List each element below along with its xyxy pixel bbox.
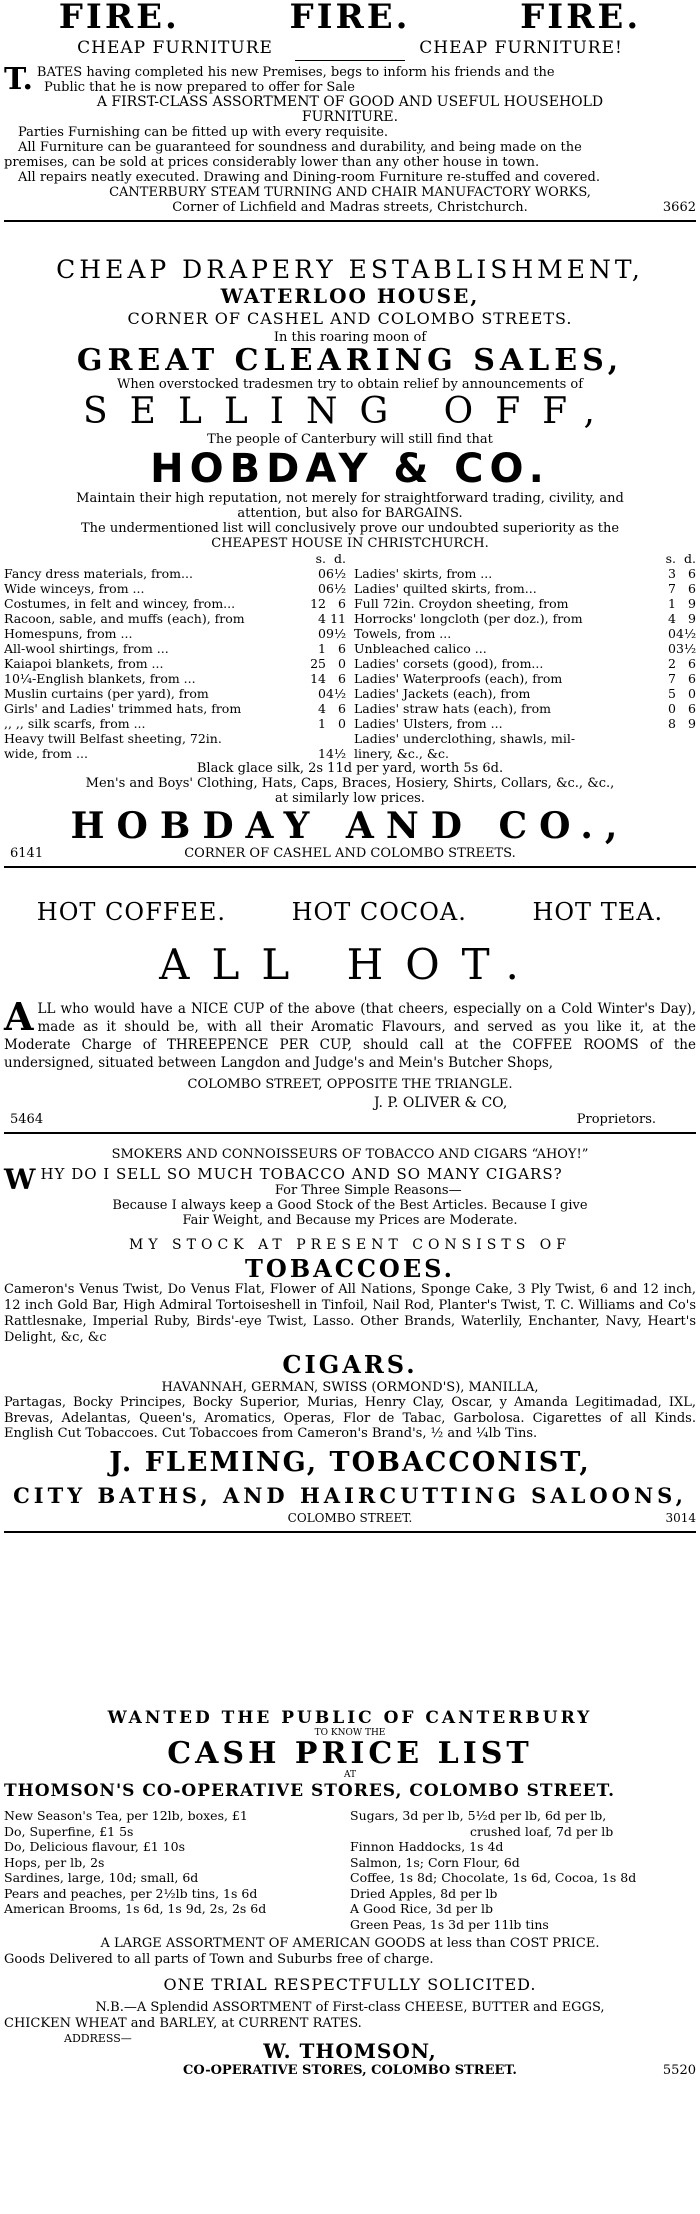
price-row: linery, &c., &c. <box>354 746 449 761</box>
list-item: Sardines, large, 10d; small, 6d <box>4 1870 199 1885</box>
list-item: New Season's Tea, per 12lb, boxes, £1 <box>4 1808 248 1823</box>
price-row: Muslin curtains (per yard), from 0 4½ <box>4 686 347 701</box>
list-item: Pears and peaches, per 2½lb tins, 1s 6d <box>4 1885 258 1901</box>
price-row: Racoon, sable, and muffs (each), from 4 11 <box>4 611 346 626</box>
price-row: Kaiapoi blankets, from ... 25 0 <box>4 656 346 671</box>
fire-dropcap: T. <box>4 62 33 97</box>
price-row: Full 72in. Croydon sheeting, from 1 9 <box>354 596 696 611</box>
price-row: Costumes, in felt and wincey, from... 12 6 <box>4 596 346 611</box>
price-row: Towels, from ... 0 4½ <box>354 626 697 641</box>
price-row: Ladies' quilted skirts, from... 7 6 <box>354 581 696 596</box>
price-row: Homespuns, from ... 0 9½ <box>4 626 347 641</box>
list-item: Hops, per lb, 2s <box>4 1854 105 1870</box>
list-item: Coffee, 1s 8d; Chocolate, 1s 6d, Cocoa, 1s 8d <box>350 1870 637 1885</box>
price-row: Ladies' Jackets (each), from 5 0 <box>354 686 696 701</box>
list-item: Do, Delicious flavour, £1 10s <box>4 1839 186 1854</box>
price-row: Horrocks' longcloth (per doz.), from 4 9 <box>354 611 696 626</box>
price-row: Ladies' Waterproofs (each), from 7 6 <box>354 671 696 686</box>
price-row: All-wool shirtings, from ... 1 6 <box>4 641 346 656</box>
tobacco-ad: SMOKERS AND CONNOISSEURS OF TOBACCO AND CIGARS “AHOY!” WHY DO I SELL SO MUCH TOBACCO AND SO MANY CIGARS? For Three Simple Reasons— Because I always keep a Good Stock of the Best Articles. Because I give Fair Weight, and Because my Prices are Moderate. MY STOCK AT PRESENT CONSISTS OF TOBACCOES. Cameron's Venus Twist, Do Venus Flat, Flower of All Nations, Sponge Cake, 3 Ply Twist, 6 and 12 inch, 12 inch Gold Bar, High Admiral Tortoiseshell in Tinfoil, Nail Rod, Planter's Twist, T. C. Williams and Co's Rattlesnake, Imperial Ruby, Birds'-eye Twist, Lasso. Other Brands, Waterlily, Enchanter, Navy, Heart's Delight, &c, &c CIGARS. HAVANNAH, GERMAN, SWISS (ORMOND'S), MANILLA, Partagas, Bocky Principes, Bocky Superior, Murias, Henry Clay, Oscar, y Amanda Legitimadad, IXL, Brevas, Adelantas, Queen's, Aromatics, Operas, Flor de Tabac, Garbolosa. Cigarettes of all Kinds. English Cut Tobaccoes. Cut Tobaccoes from Cameron's Brand's, ½ and ¼lb Tins. J. FLEMING, TOBACCONIST, CITY BATHS, AND HAIRCUTTING SALOONS, COLOMBO STREET. 3014 <box>4 1146 696 1538</box>
price-row: ,, ,, silk scarfs, from ... 1 0 <box>4 716 346 731</box>
price-row: Girls' and Ladies' trimmed hats, from 4 6 <box>4 701 346 716</box>
hobday-logo: HOBDAY & CO. <box>150 446 550 492</box>
price-row: Unbleached calico ... 0 3½ <box>354 641 697 656</box>
price-row: wide, from ... 1 4½ <box>4 746 347 761</box>
fire-ad: FIRE. FIRE. FIRE. CHEAP FURNITURE CHEAP FURNITURE! T. BATES having completed his new Premises, begs to inform his friends and the Public that he is now prepared to offer for Sale A FIRST-CLASS ASSORTMENT OF GOOD AND USEFUL HOUSEHOLD FURNITURE. Parties Furnishing can be fitted up with every requisite. All Furniture can be guaranteed for soundness and durability, and being made on the premises, can be sold at prices considerably lower than any other house in town. All repairs neatly executed. Drawing and Dining-room Furniture re-stuffed and covered. CANTERBURY STEAM TURNING AND CHAIR MANUFACTORY WORKS, Corner of Lichfield and Madras streets, Christchurch. 3662 <box>4 0 696 227</box>
list-item: crushed loaf, 7d per lb <box>470 1823 614 1839</box>
price-row: Heavy twill Belfast sheeting, 72in. <box>4 731 222 746</box>
coffee-ref-number: 5464 <box>10 1112 44 1127</box>
list-item: Finnon Haddocks, 1s 4d <box>350 1839 504 1854</box>
list-item: Do, Superfine, £1 5s <box>4 1823 134 1839</box>
price-list-left: s. d. Fancy dress materials, from... 0 6½ Wide winceys, from ... 0 6½ Costumes, in felt and wincey, from... 12 6 Racoon, sable, and muffs (each), from 4 11 Homespuns, from ... 0 9½ All-wool shirtings, from ... 1 6 Kaiapoi blankets, from ... 25 0 10¼-English blankets, from ... 14 6 Muslin curtains (per yard), from 0 4½ Girls' and Ladies' trimmed hats, from 4 6 ,, ,, silk scarfs, from ... 1 0 Heavy twill Belfast sheeting, 72in. wide, from ... 1 4½ <box>4 551 347 761</box>
list-item: Green Peas, 1s 3d per 11lb tins <box>350 1916 549 1932</box>
price-row: Ladies' straw hats (each), from 0 6 <box>354 701 696 716</box>
price-row: Ladies' skirts, from ... 3 6 <box>354 566 696 581</box>
price-row: Wide winceys, from ... 0 6½ <box>4 581 347 596</box>
price-row: Ladies' corsets (good), from... 2 6 <box>354 656 696 671</box>
fire-ref-number: 3662 <box>662 200 696 215</box>
price-list-right: s. d. Ladies' skirts, from ... 3 6 Ladies' quilted skirts, from... 7 6 Full 72in. Croydon sheeting, from 1 9 Horrocks' longcloth (per doz.), from 4 9 Towels, from ... 0 4½ Unbleached calico ... 0 3½ Ladies' corsets (good), from... 2 6 Ladies' Waterproofs (each), from 7 6 Ladies' Jackets (each), from 5 0 Ladies' straw hats (each), from 0 6 Ladies' Ulsters, from ... 8 9 Ladies' underclothing, shawls, mil- linery, &c., &c. <box>354 551 697 761</box>
thomson-ref-number: 5520 <box>662 2063 696 2078</box>
price-list <box>4 551 696 761</box>
coffee-dropcap: A <box>4 994 34 1039</box>
thomson-ad: WANTED THE PUBLIC OF CANTERBURY TO KNOW THE CASH PRICE LIST AT THOMSON'S CO-OPERATIVE STORES, COLOMBO STREET. New Season's Tea, per 12lb, boxes, £1 Do, Superfine, £1 5s Do, Delicious flavour, £1 10s Hops, per lb, 2s Sardines, large, 10d; small, 6d Pears and peaches, per 2½lb tins, 1s 6d American Brooms, 1s 6d, 1s 9d, 2s, 2s 6d Sugars, 3d per lb, 5½d per lb, 6d per lb, crushed loaf, 7d per lb Finnon Haddocks, 1s 4d Salmon, 1s; Corn Flour, 6d Coffee, 1s 8d; Chocolate, 1s 6d, Cocoa, 1s 8d Dried Apples, 8d per lb A Good Rice, 3d per lb Green Peas, 1s 3d per 11lb tins A LARGE ASSORTMENT OF AMERICAN GOODS at less than COST PRICE. Goods Delivered to all parts of Town and Suburbs free of charge. ONE TRIAL RESPECTFULLY SOLICITED. N.B.—A Splendid ASSORTMENT of First-class CHEESE, BUTTER and EGGS, CHICKEN WHEAT and BARLEY, at CURRENT RATES. ADDRESS— W. THOMSON, CO-OPERATIVE STORES, COLOMBO STREET. 5520 <box>4 1708 696 2078</box>
list-item: A Good Rice, 3d per lb <box>350 1901 494 1916</box>
list-item: Sugars, 3d per lb, 5½d per lb, 6d per lb, <box>350 1808 607 1823</box>
fire-title: FIRE. FIRE. FIRE. <box>58 0 642 37</box>
list-item: American Brooms, 1s 6d, 1s 9d, 2s, 2s 6d <box>4 1901 267 1916</box>
drapery-ad: CHEAP DRAPERY ESTABLISHMENT, WATERLOO HOUSE, CORNER OF CASHEL AND COLOMBO STREETS. In this roaring moon of GREAT CLEARING SALES, When overstocked tradesmen try to obtain relief by announcements of SELLING OFF, The people of Canterbury will still find that HOBDAY & CO. Maintain their high reputation, not merely for straightforward trading, civility, and attention, but also for BARGAINS. The undermentioned list will conclusively prove our undoubted superiority as the CHEAPEST HOUSE IN CHRISTCHURCH. s. d. Fancy dress materials, from... 0 6½ Wide winceys, from ... 0 6½ Costumes, in felt and wincey, from... 12 6 Racoon, sable, and muffs (each), from 4 11 Homespuns, from ... 0 9½ All-wool shirtings, from ... 1 6 Kaiapoi blankets, from ... 25 0 10¼-English blankets, from ... 14 6 Muslin curtains (per yard), from 0 4½ Girls' and Ladies' trimmed hats, from 4 6 ,, ,, silk scarfs, from ... 1 0 Heavy twill Belfast sheeting, 72in. wide, from ... 1 4½ s. d. Ladies' skirts, from ... 3 6 Ladies' quilted skirts, from... 7 6 Full 72in. Croydon sheeting, from 1 9 Horrocks' longcloth (per doz.), from 4 9 Towels, from ... 0 4½ Unbleached calico ... 0 3½ Ladies' corsets (good), from... 2 6 Ladies' Waterproofs (each), from 7 6 Ladies' Jackets (each), from 5 0 Ladies' straw hats (each), from 0 6 Ladies' Ulsters, from ... 8 9 Ladies' underclothing, shawls, mil- linery, &c., &c. Black glace silk, 2s 11d per yard, worth 5s 6d. Men's and Boys' Clothing, Hats, Caps, Braces, Hosiery, Shirts, Collars, &c., &c., at similarly low prices. HOBDAY AND CO., 6141 CORNER OF CASHEL AND COLOMBO STREETS. <box>4 256 696 873</box>
fire-subtitle: CHEAP FURNITURE CHEAP FURNITURE! <box>77 38 623 58</box>
list-item: Dried Apples, 8d per lb <box>350 1885 498 1901</box>
tobacco-ref-number: 3014 <box>665 1510 696 1525</box>
drapery-ref-number: 6141 <box>10 846 44 861</box>
price-row: Ladies' underclothing, shawls, mil- <box>354 731 576 746</box>
price-row: Ladies' Ulsters, from ... 8 9 <box>354 716 696 731</box>
list-item: Salmon, 1s; Corn Flour, 6d <box>350 1854 520 1870</box>
price-row: Fancy dress materials, from... 0 6½ <box>4 566 347 581</box>
price-row: 10¼-English blankets, from ... 14 6 <box>4 671 346 686</box>
coffee-ad: HOT COFFEE. HOT COCOA. HOT TEA. ALL HOT. ALL who would have a NICE CUP of the above (that cheers, especially on a Cold Winter's Day), made as it should be, with all their Aromatic Flavours, and served as you like it, at the Moderate Charge of THREEPENCE PER CUP, should call at the COFFEE ROOMS of the undersigned, situated between Langdon and Judge's and Mein's Butcher Shops, COLOMBO STREET, OPPOSITE THE TRIANGLE. J. P. OLIVER & CO, 5464 Proprietors. <box>4 898 696 1139</box>
tobacco-dropcap: W <box>4 1163 37 1196</box>
thomson-price-list <box>4 1808 696 1932</box>
